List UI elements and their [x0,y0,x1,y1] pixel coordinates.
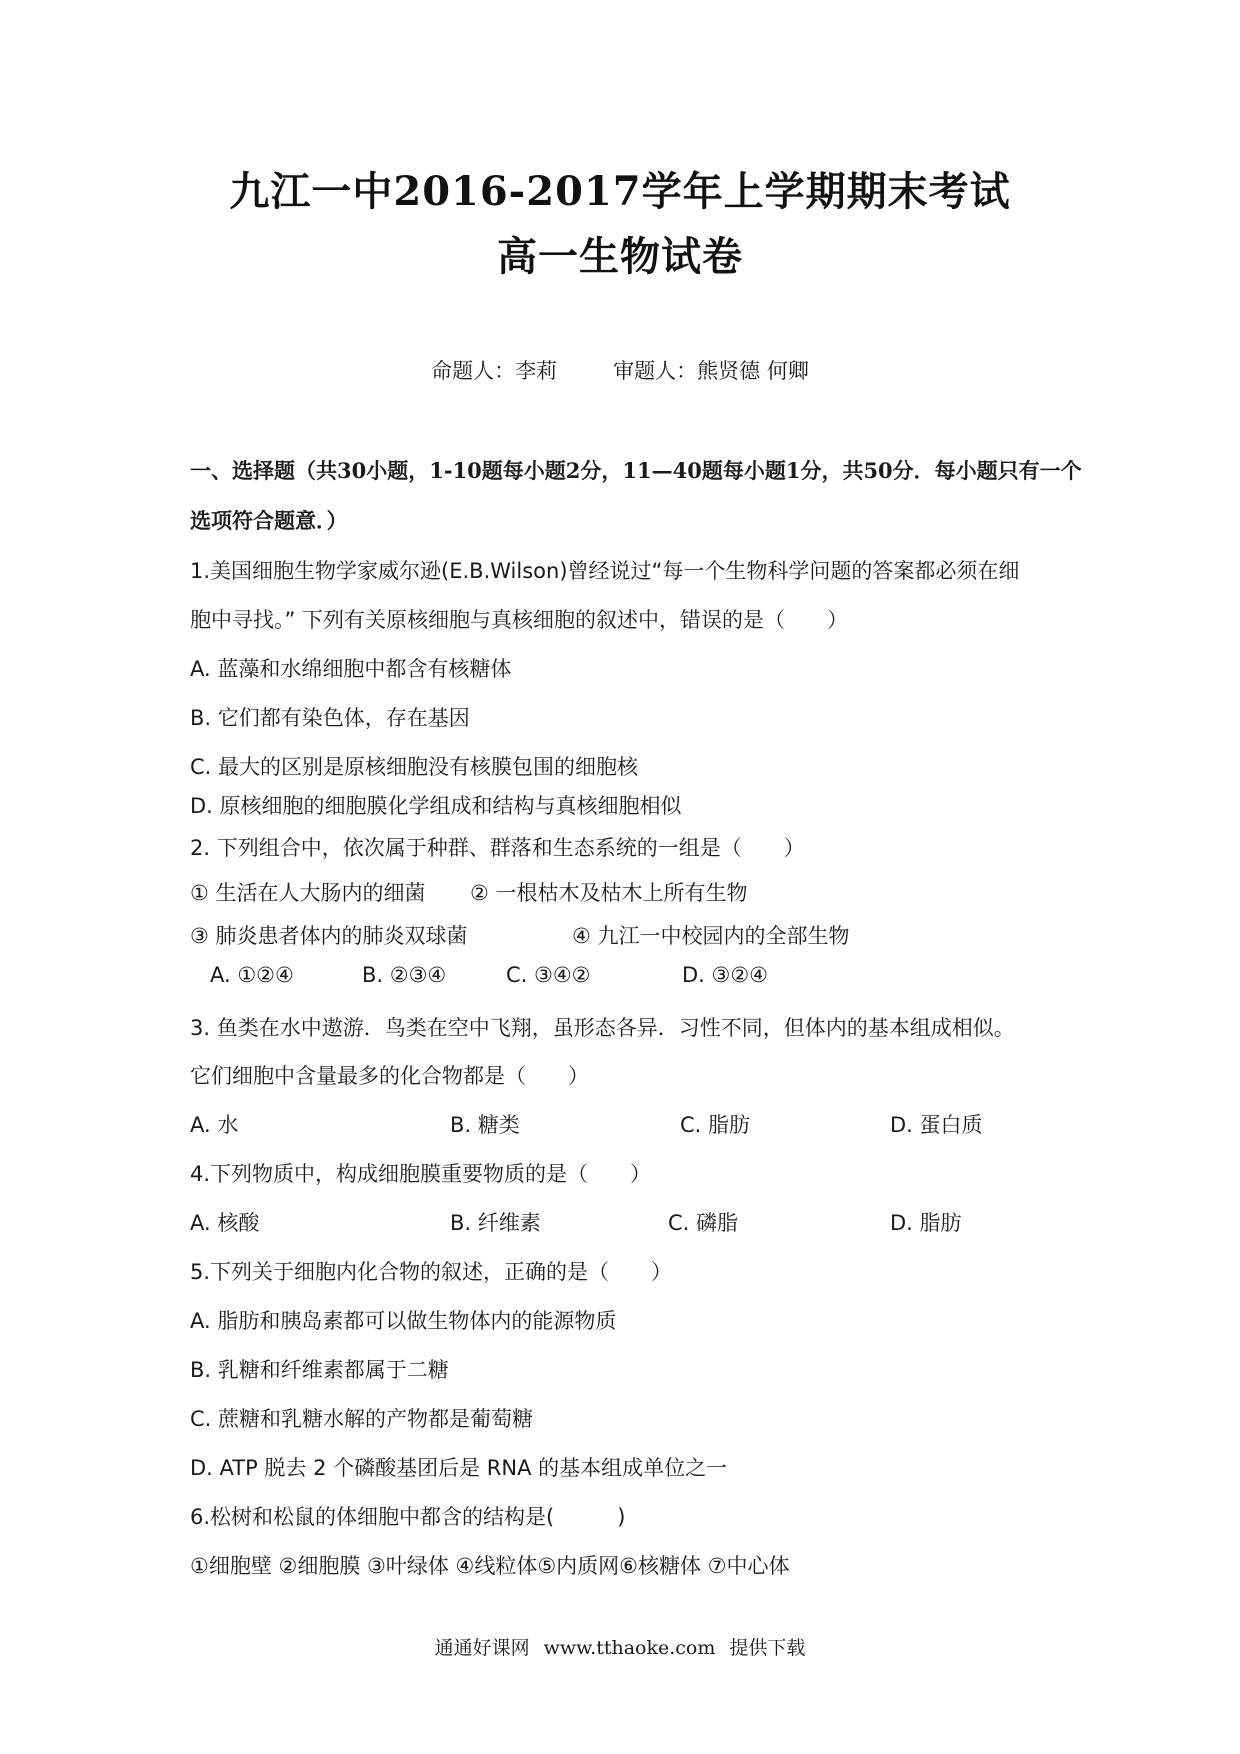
question-2-option-c: C. ③④② [506,963,591,987]
question-2-item-3: ③ 肺炎患者体内的肺炎双球菌 [190,924,468,948]
section-heading-continued: 选项符合题意．） [190,508,348,533]
question-3-option-b: B. 糖类 [450,1113,520,1137]
authors-line [0,355,1240,385]
question-5-option-c: C. 蔗糖和乳糖水解的产物都是葡萄糖 [190,1407,534,1431]
question-5-option-b: B. 乳糖和纤维素都属于二糖 [190,1358,449,1382]
reviewer-names: 审题人：熊贤德 何卿 [613,359,809,383]
question-3-stem-continued: 它们细胞中含量最多的化合物都是（ ） [190,1064,589,1088]
question-4-option-d: D. 脂肪 [890,1211,962,1235]
question-4-option-c: C. 磷脂 [668,1211,739,1235]
question-5-option-a: A. 脂肪和胰岛素都可以做生物体内的能源物质 [190,1309,617,1333]
question-1-stem-continued: 胞中寻找。” 下列有关原核细胞与真核细胞的叙述中，错误的是（ ） [190,608,849,632]
question-2-item-1: ① 生活在人大肠内的细菌 [190,881,426,905]
question-2-item-4: ④ 九江一中校园内的全部生物 [572,924,850,948]
question-1-option-a: A. 蓝藻和水绵细胞中都含有核糖体 [190,657,512,681]
question-1-option-d: D. 原核细胞的细胞膜化学组成和结构与真核细胞相似 [190,794,682,818]
question-6-items: ①细胞壁 ②细胞膜 ③叶绿体 ④线粒体⑤内质网⑥核糖体 ⑦中心体 [190,1554,790,1578]
question-2-stem: 2. 下列组合中，依次属于种群、群落和生态系统的一组是（ ） [190,836,805,860]
exam-title: 九江一中2016-2017学年上学期期末考试 [229,168,1011,215]
question-6-stem: 6.松树和松鼠的体细胞中都含的结构是( ) [190,1505,626,1529]
question-1-option-c: C. 最大的区别是原核细胞没有核膜包围的细胞核 [190,755,639,779]
question-2-option-a: A. ①②④ [210,963,294,987]
question-2-option-d: D. ③②④ [682,963,768,987]
footer-site-name: 通通好课网 [434,1637,530,1659]
question-2-option-b: B. ②③④ [362,963,447,987]
section-heading: 一、选择题（共30小题，1-10题每小题2分，11—40题每小题1分，共50分．每小题只有一个 [190,458,1082,483]
question-4-option-a: A. 核酸 [190,1211,260,1235]
question-1-stem: 1.美国细胞生物学家威尔逊(E.B.Wilson)曾经说过“每一个生物科学问题的答案都必须在细 [190,559,1020,583]
question-2-item-2: ② 一根枯木及枯木上所有生物 [470,881,748,905]
question-3-option-a: A. 水 [190,1113,239,1137]
exam-subtitle: 高一生物试卷 [497,233,743,280]
question-5-option-d: D. ATP 脱去 2 个磷酸基团后是 RNA 的基本组成单位之一 [190,1456,728,1480]
question-3-option-d: D. 蛋白质 [890,1113,983,1137]
question-3-stem: 3. 鱼类在水中遨游．鸟类在空中飞翔，虽形态各异．习性不同，但体内的基本组成相似。 [190,1016,1015,1040]
footer-download-note: 提供下载 [729,1637,806,1659]
question-4-stem: 4.下列物质中，构成细胞膜重要物质的是（ ） [190,1162,652,1186]
question-3-option-c: C. 脂肪 [680,1113,751,1137]
question-1-option-b: B. 它们都有染色体，存在基因 [190,706,470,730]
question-5-stem: 5.下列关于细胞内化合物的叙述，正确的是（ ） [190,1260,673,1284]
author-name: 命题人：李莉 [431,359,558,383]
footer-url: www.tthaoke.com [543,1637,716,1659]
page-footer [0,1633,1240,1660]
question-4-option-b: B. 纤维素 [450,1211,541,1235]
